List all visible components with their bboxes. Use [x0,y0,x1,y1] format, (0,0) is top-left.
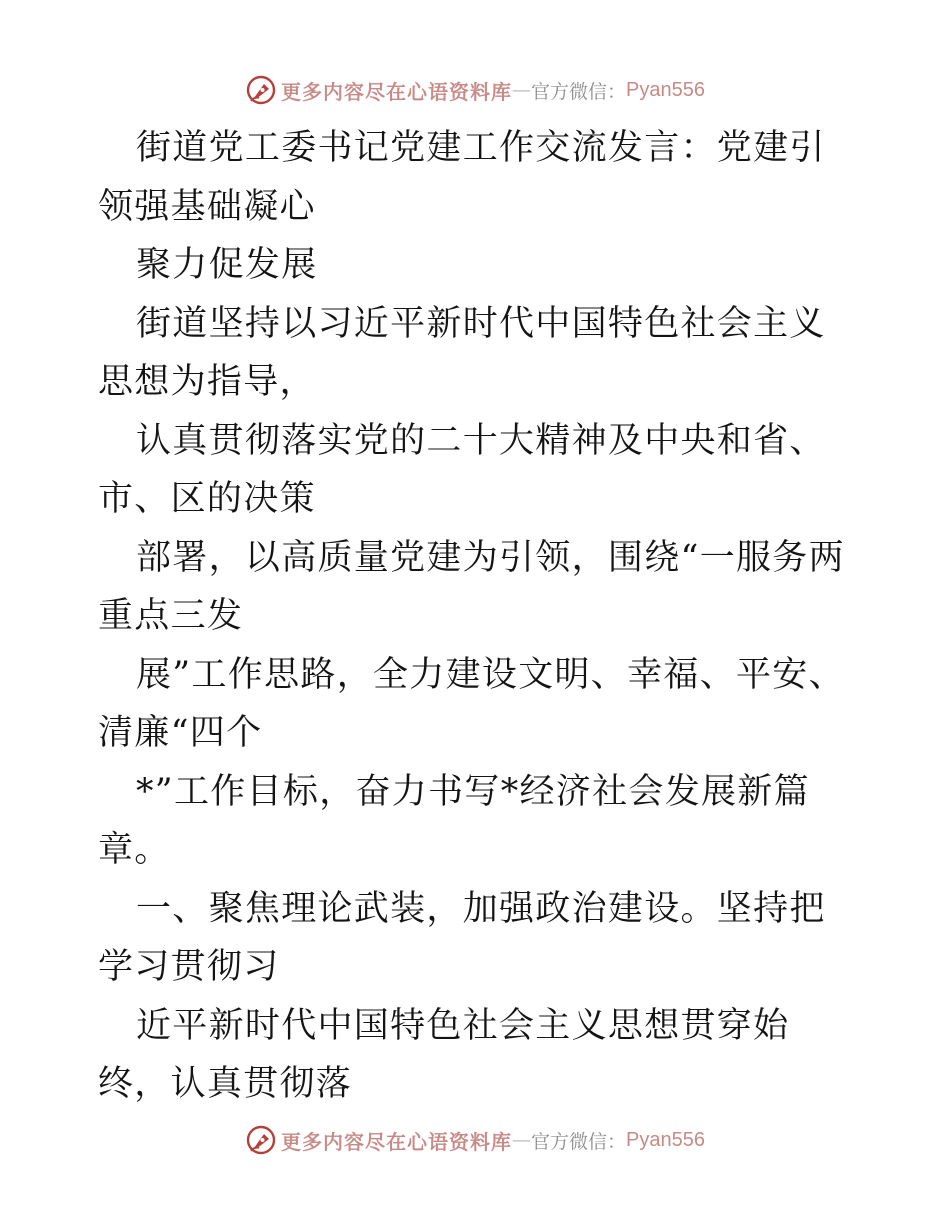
watermark-sub-text: 官方微信： [531,1130,627,1153]
watermark-wechat-id: Pyan556 [626,1128,705,1151]
watermark-separator: — [512,1129,531,1151]
document-paragraph: *”工作目标，奋力书写*经济社会发展新篇章。 [98,771,810,870]
document-paragraph: 部署，以高质量党建为引领，围绕“一服务两重点三发 [98,537,845,636]
header-watermark [0,72,950,108]
section-heading-paragraph: 一、聚焦理论武装，加强政治建设。坚持把学习贯彻习 [98,888,826,987]
document-paragraph: 街道坚持以习近平新时代中国特色社会主义思想为指导， [98,303,826,402]
watermark-wechat-id: Pyan556 [626,78,705,101]
watermark-main-text: 更多内容尽在心语资料库 [281,79,512,104]
footer-watermark [0,1122,950,1158]
document-paragraph: 认真贯彻落实党的二十大精神及中央和省、市、区的决策 [98,420,826,519]
pen-tip-logo-icon [245,1124,277,1156]
document-paragraph: 展”工作思路，全力建设文明、幸福、平安、清廉“四个 [98,654,845,753]
document-paragraph: 近平新时代中国特色社会主义思想贯穿始终，认真贯彻落 [98,1005,790,1104]
watermark-main-text: 更多内容尽在心语资料库 [281,1129,512,1154]
document-title-paragraph: 街道党工委书记党建工作交流发言：党建引领强基础凝心 [98,128,826,227]
document-body [98,119,858,1114]
document-paragraph: 聚力促发展 [136,245,318,285]
watermark-sub-text: 官方微信： [531,80,627,103]
pen-tip-logo-icon [245,74,277,106]
watermark-separator: — [512,79,531,101]
